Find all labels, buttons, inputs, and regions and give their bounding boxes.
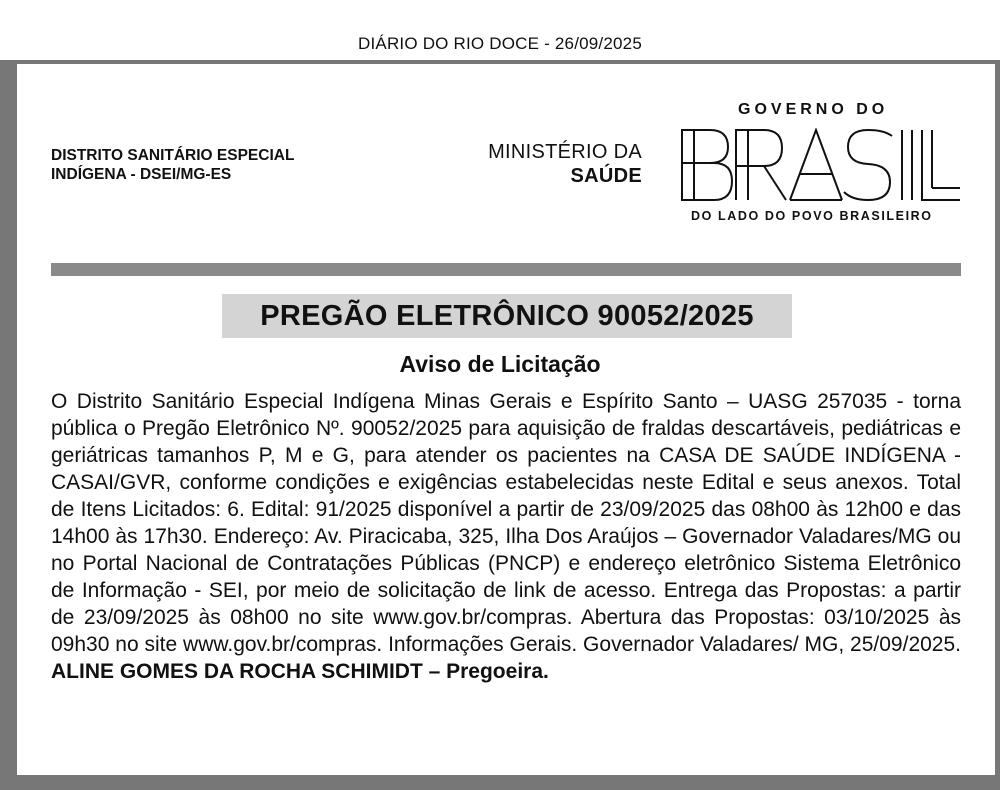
ministerio-line-1: MINISTÉRIO DA [488,141,642,163]
notice-body [51,388,961,685]
notice-title: PREGÃO ELETRÔNICO 90052/2025 [222,294,792,338]
notice-signature: ALINE GOMES DA ROCHA SCHIMIDT – Pregoeira. [51,660,549,683]
separator-bar [51,263,961,276]
notice-body-text: O Distrito Sanitário Especial Indígena Minas Gerais e Espírito Santo – UASG 257035 - torna pública o Pregão Eletrônico Nº. 90052/2025 para aquisição de fraldas descartáveis, pediátricas e geriátricas tamanhos P, M e G, para atender os pacientes na CASA DE SAÚDE INDÍGENA - CASAI/GVR, conforme condições e exigências estabelecidas neste Edital e seus anexos. Total de Itens Licitados: 6. Edital: 91/2025 disponível a partir de 23/09/2025 das 08h00 às 12h00 e das 14h00 às 17h30. Endereço: Av. Piracicaba, 325, Ilha Dos Araújos – Governador Valadares/MG ou no Portal Nacional de Contratações Públicas (PNCP) e endereço eletrônico Sistema Eletrônico de Informação - SEI, por meio de solicitação de link de acesso. Entrega das Propostas: a partir de 23/09/2025 às 08h00 no site www.gov.br/compras. Abertura das Propostas: 03/10/2025 às 09h30 no site www.gov.br/compras. Informações Gerais. Governador Valadares/ MG, 25/09/2025. [51,390,961,656]
ministerio-block [488,140,642,188]
governo-tagline: DO LADO DO POVO BRASILEIRO [691,209,933,223]
dsei-line-1: DISTRITO SANITÁRIO ESPECIAL [51,147,295,164]
notice-subtitle: Aviso de Licitação [399,351,601,377]
dsei-block [51,146,294,184]
brasil-logo [680,128,962,202]
ministerio-line-2: SAÚDE [570,165,642,187]
dsei-line-2: INDÍGENA - DSEI/MG-ES [51,166,232,183]
governo-top-text: GOVERNO DO [738,101,889,118]
newspaper-header: DIÁRIO DO RIO DOCE - 26/09/2025 [358,34,642,53]
